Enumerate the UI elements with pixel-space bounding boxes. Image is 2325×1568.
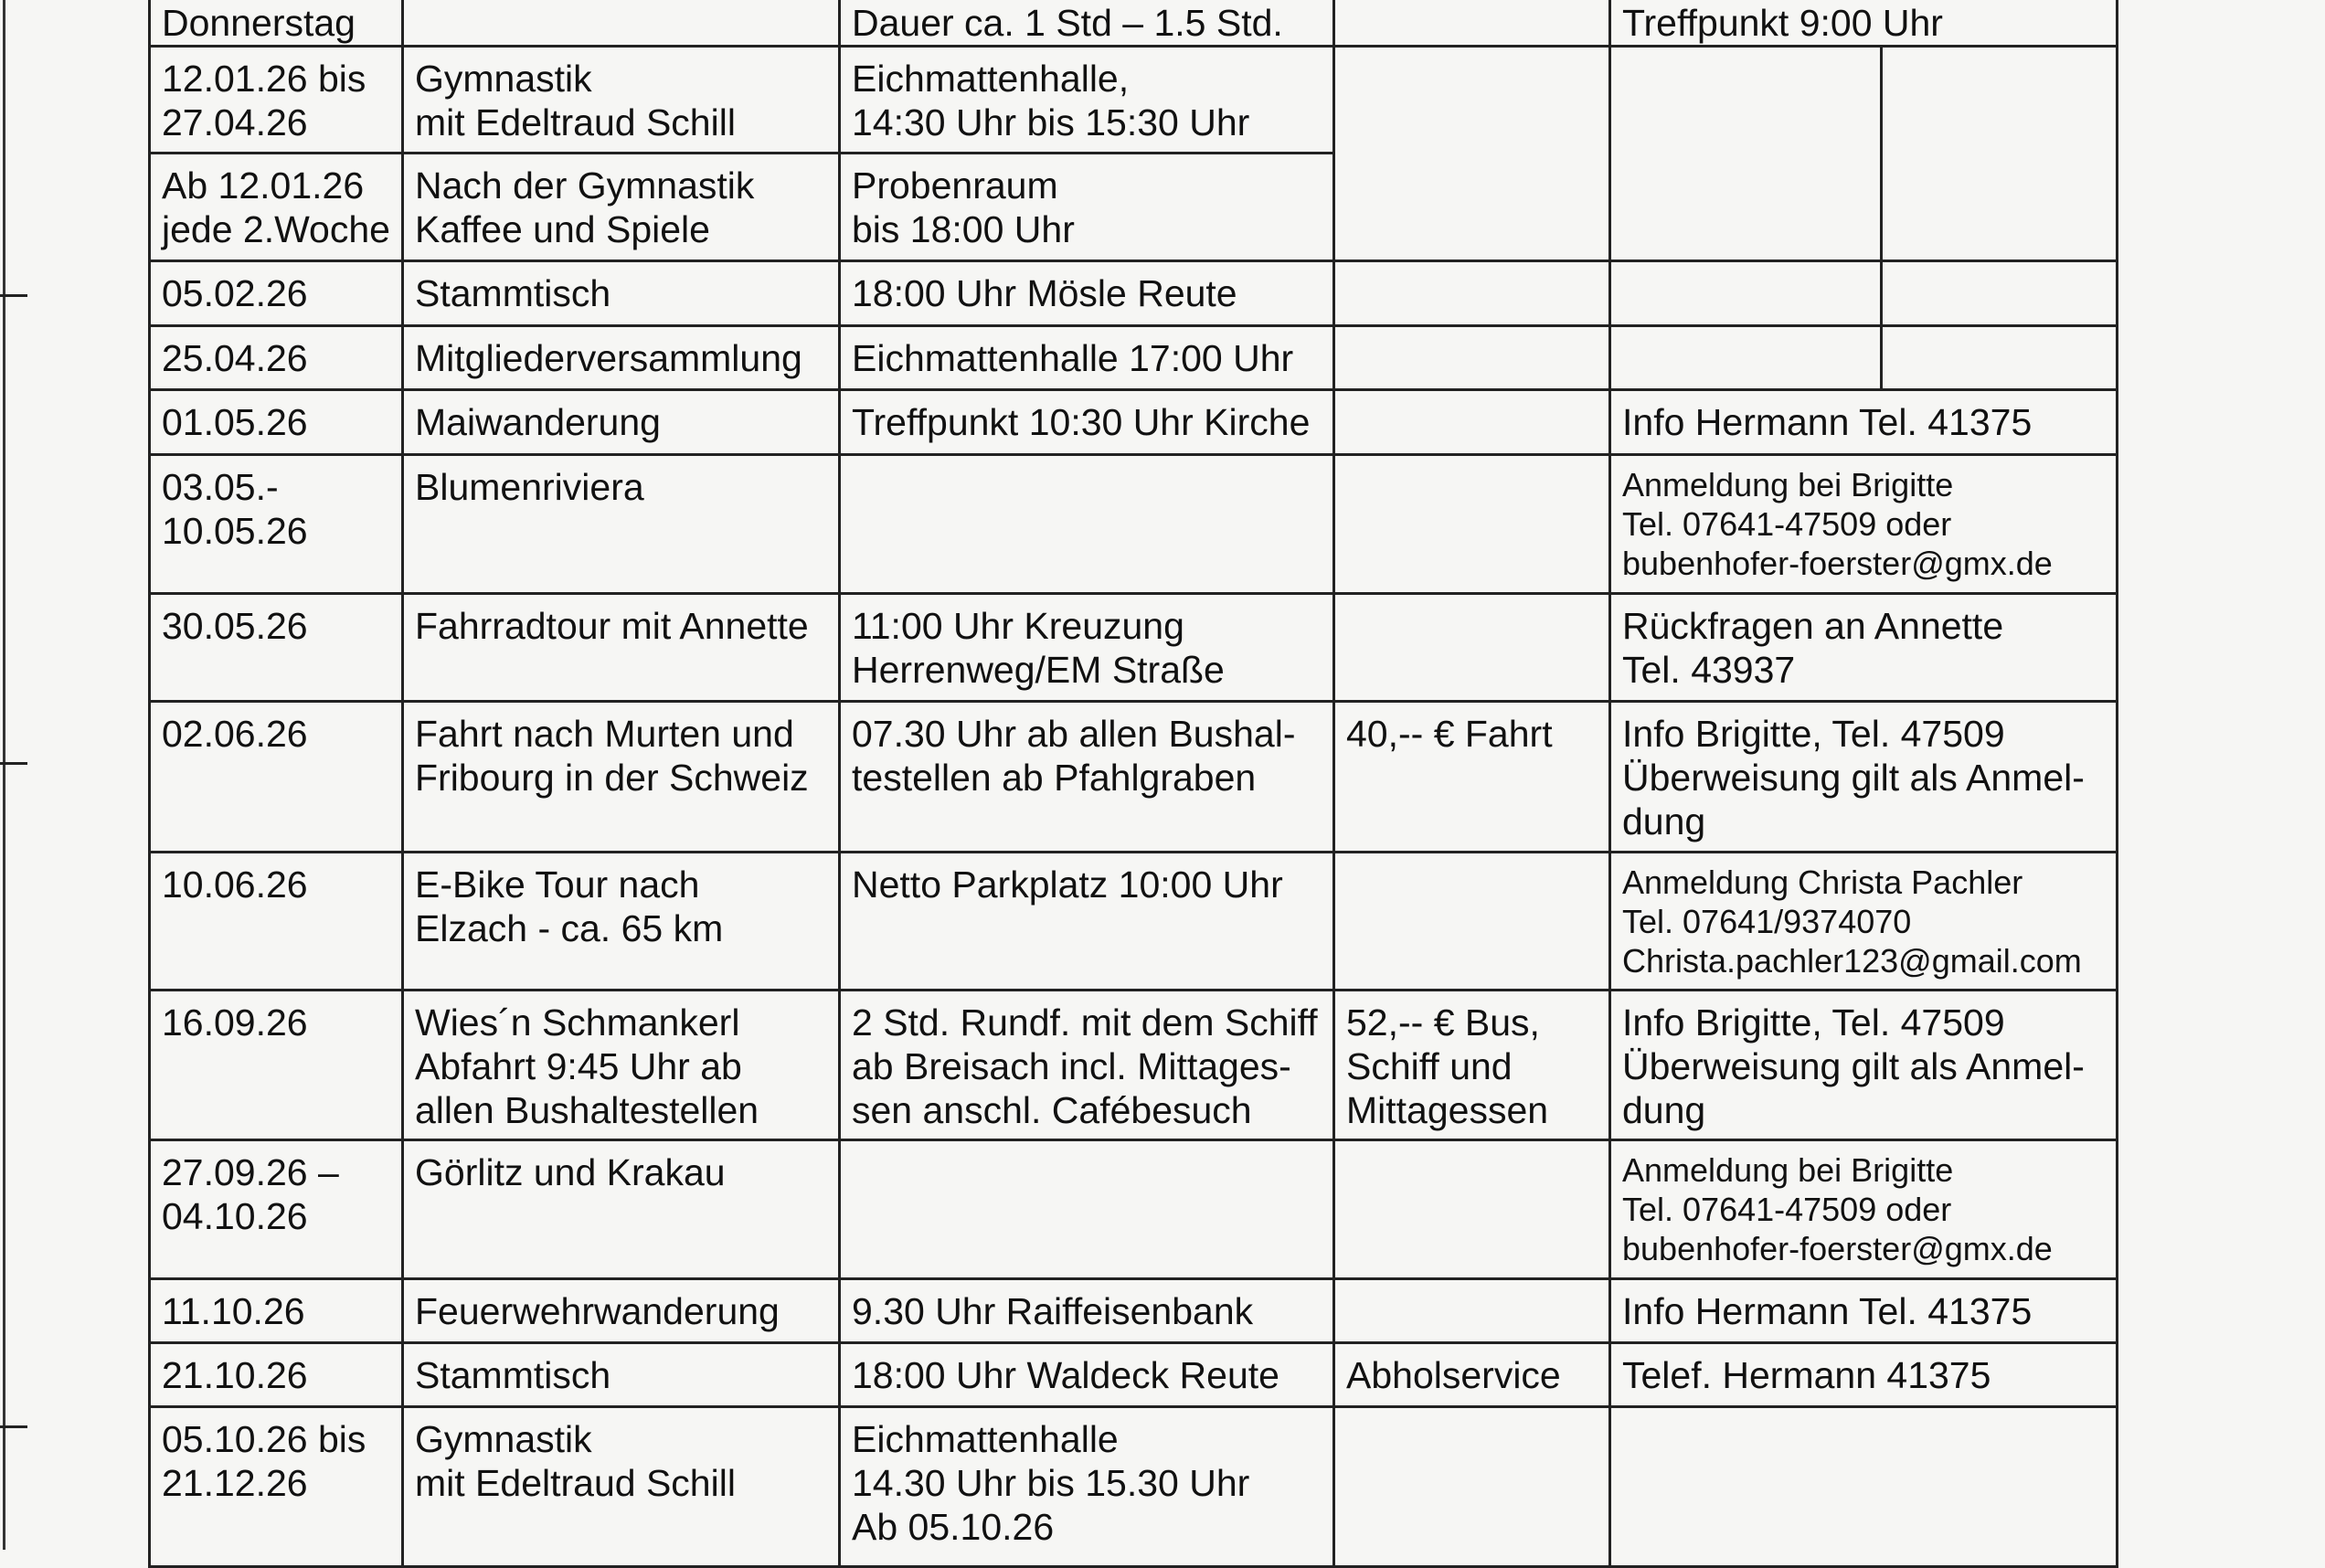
place-cell: 07.30 Uhr ab allen Bushal- testellen ab Pfahlgraben xyxy=(840,702,1334,853)
event-cell: Nach der Gymnastik Kaffee und Spiele xyxy=(403,154,840,261)
table-row xyxy=(150,1407,2118,1567)
date-cell: 02.06.26 xyxy=(150,702,403,853)
place-cell: Probenraum bis 18:00 Uhr xyxy=(840,154,1334,261)
event-cell: Fahrradtour mit Annette xyxy=(403,594,840,702)
event-cell: Gymnastik mit Edeltraud Schill xyxy=(403,47,840,154)
table-row xyxy=(150,0,2118,47)
hole-punch-mark xyxy=(0,294,27,297)
info-cell: Info Brigitte, Tel. 47509 Überweisung gilt als Anmel- dung xyxy=(1610,702,2118,853)
place-cell: Eichmattenhalle 14.30 Uhr bis 15.30 Uhr Ab 05.10.26 xyxy=(840,1407,1334,1567)
event-cell: Mitgliederversammlung xyxy=(403,326,840,390)
info-cell xyxy=(1610,47,1882,261)
info-cell: Info Hermann Tel. 41375 xyxy=(1610,1279,2118,1343)
table-row xyxy=(150,1343,2118,1407)
extra-cell xyxy=(1882,47,2118,261)
table-row xyxy=(150,455,2118,594)
date-cell: 05.10.26 bis 21.12.26 xyxy=(150,1407,403,1567)
table-row xyxy=(150,594,2118,702)
table-row xyxy=(150,1279,2118,1343)
date-cell: Donnerstag xyxy=(150,0,403,47)
cost-cell xyxy=(1334,1279,1610,1343)
place-cell: Eichmattenhalle 17:00 Uhr xyxy=(840,326,1334,390)
info-cell xyxy=(1610,1407,2118,1567)
event-schedule-table xyxy=(148,0,2118,1568)
event-cell: E-Bike Tour nach Elzach - ca. 65 km xyxy=(403,853,840,991)
hole-punch-mark xyxy=(0,762,27,765)
event-cell: Maiwanderung xyxy=(403,390,840,455)
place-cell: Treffpunkt 10:30 Uhr Kirche xyxy=(840,390,1334,455)
info-cell xyxy=(1610,326,1882,390)
event-cell xyxy=(403,0,840,47)
info-cell: Anmeldung Christa Pachler Tel. 07641/9374070 Christa.pachler123@gmail.com xyxy=(1610,853,2118,991)
date-cell: 03.05.- 10.05.26 xyxy=(150,455,403,594)
date-cell: 25.04.26 xyxy=(150,326,403,390)
cost-cell: 40,-- € Fahrt xyxy=(1334,702,1610,853)
extra-cell xyxy=(1882,261,2118,326)
place-cell: 9.30 Uhr Raiffeisenbank xyxy=(840,1279,1334,1343)
date-cell: 12.01.26 bis 27.04.26 xyxy=(150,47,403,154)
info-cell: Info Hermann Tel. 41375 xyxy=(1610,390,2118,455)
place-cell: Netto Parkplatz 10:00 Uhr xyxy=(840,853,1334,991)
table-row xyxy=(150,261,2118,326)
table-row xyxy=(150,991,2118,1140)
date-cell: 27.09.26 – 04.10.26 xyxy=(150,1140,403,1279)
date-cell: 16.09.26 xyxy=(150,991,403,1140)
table-row xyxy=(150,47,2118,154)
info-cell: Treffpunkt 9:00 Uhr xyxy=(1610,0,2118,47)
cost-cell xyxy=(1334,261,1610,326)
place-cell: 18:00 Uhr Waldeck Reute xyxy=(840,1343,1334,1407)
event-cell: Blumenriviera xyxy=(403,455,840,594)
info-cell xyxy=(1610,261,1882,326)
page-edge-line xyxy=(3,0,5,1550)
event-cell: Wies´n Schmankerl Abfahrt 9:45 Uhr ab allen Bushaltestellen xyxy=(403,991,840,1140)
place-cell xyxy=(840,1140,1334,1279)
date-cell: 10.06.26 xyxy=(150,853,403,991)
date-cell: 11.10.26 xyxy=(150,1279,403,1343)
event-cell: Fahrt nach Murten und Fribourg in der Schweiz xyxy=(403,702,840,853)
info-cell: Anmeldung bei Brigitte Tel. 07641-47509 oder bubenhofer-foerster@gmx.de xyxy=(1610,455,2118,594)
cost-cell xyxy=(1334,594,1610,702)
table-row xyxy=(150,326,2118,390)
cost-cell xyxy=(1334,326,1610,390)
info-cell: Rückfragen an Annette Tel. 43937 xyxy=(1610,594,2118,702)
cost-cell xyxy=(1334,853,1610,991)
event-cell: Görlitz und Krakau xyxy=(403,1140,840,1279)
cost-cell: Abholservice xyxy=(1334,1343,1610,1407)
place-cell: 2 Std. Rundf. mit dem Schiff ab Breisach incl. Mittages- sen anschl. Cafébesuch xyxy=(840,991,1334,1140)
place-cell xyxy=(840,455,1334,594)
place-cell: Dauer ca. 1 Std – 1.5 Std. xyxy=(840,0,1334,47)
cost-cell xyxy=(1334,455,1610,594)
date-cell: 01.05.26 xyxy=(150,390,403,455)
table-row xyxy=(150,853,2118,991)
event-cell: Stammtisch xyxy=(403,261,840,326)
date-cell: 30.05.26 xyxy=(150,594,403,702)
event-cell: Feuerwehrwanderung xyxy=(403,1279,840,1343)
event-cell: Stammtisch xyxy=(403,1343,840,1407)
cost-cell xyxy=(1334,1140,1610,1279)
cost-cell xyxy=(1334,390,1610,455)
cost-cell xyxy=(1334,1407,1610,1567)
info-cell: Info Brigitte, Tel. 47509 Überweisung gilt als Anmel- dung xyxy=(1610,991,2118,1140)
place-cell: 18:00 Uhr Mösle Reute xyxy=(840,261,1334,326)
cost-cell xyxy=(1334,47,1610,261)
cost-cell: 52,-- € Bus, Schiff und Mittagessen xyxy=(1334,991,1610,1140)
place-cell: 11:00 Uhr Kreuzung Herrenweg/EM Straße xyxy=(840,594,1334,702)
info-cell: Anmeldung bei Brigitte Tel. 07641-47509 oder bubenhofer-foerster@gmx.de xyxy=(1610,1140,2118,1279)
date-cell: 05.02.26 xyxy=(150,261,403,326)
event-cell: Gymnastik mit Edeltraud Schill xyxy=(403,1407,840,1567)
table-row xyxy=(150,702,2118,853)
cost-cell xyxy=(1334,0,1610,47)
date-cell: 21.10.26 xyxy=(150,1343,403,1407)
date-cell: Ab 12.01.26 jede 2.Woche xyxy=(150,154,403,261)
table-row xyxy=(150,1140,2118,1279)
hole-punch-mark xyxy=(0,1425,27,1428)
place-cell: Eichmattenhalle, 14:30 Uhr bis 15:30 Uhr xyxy=(840,47,1334,154)
extra-cell xyxy=(1882,326,2118,390)
table-row xyxy=(150,390,2118,455)
info-cell: Telef. Hermann 41375 xyxy=(1610,1343,2118,1407)
